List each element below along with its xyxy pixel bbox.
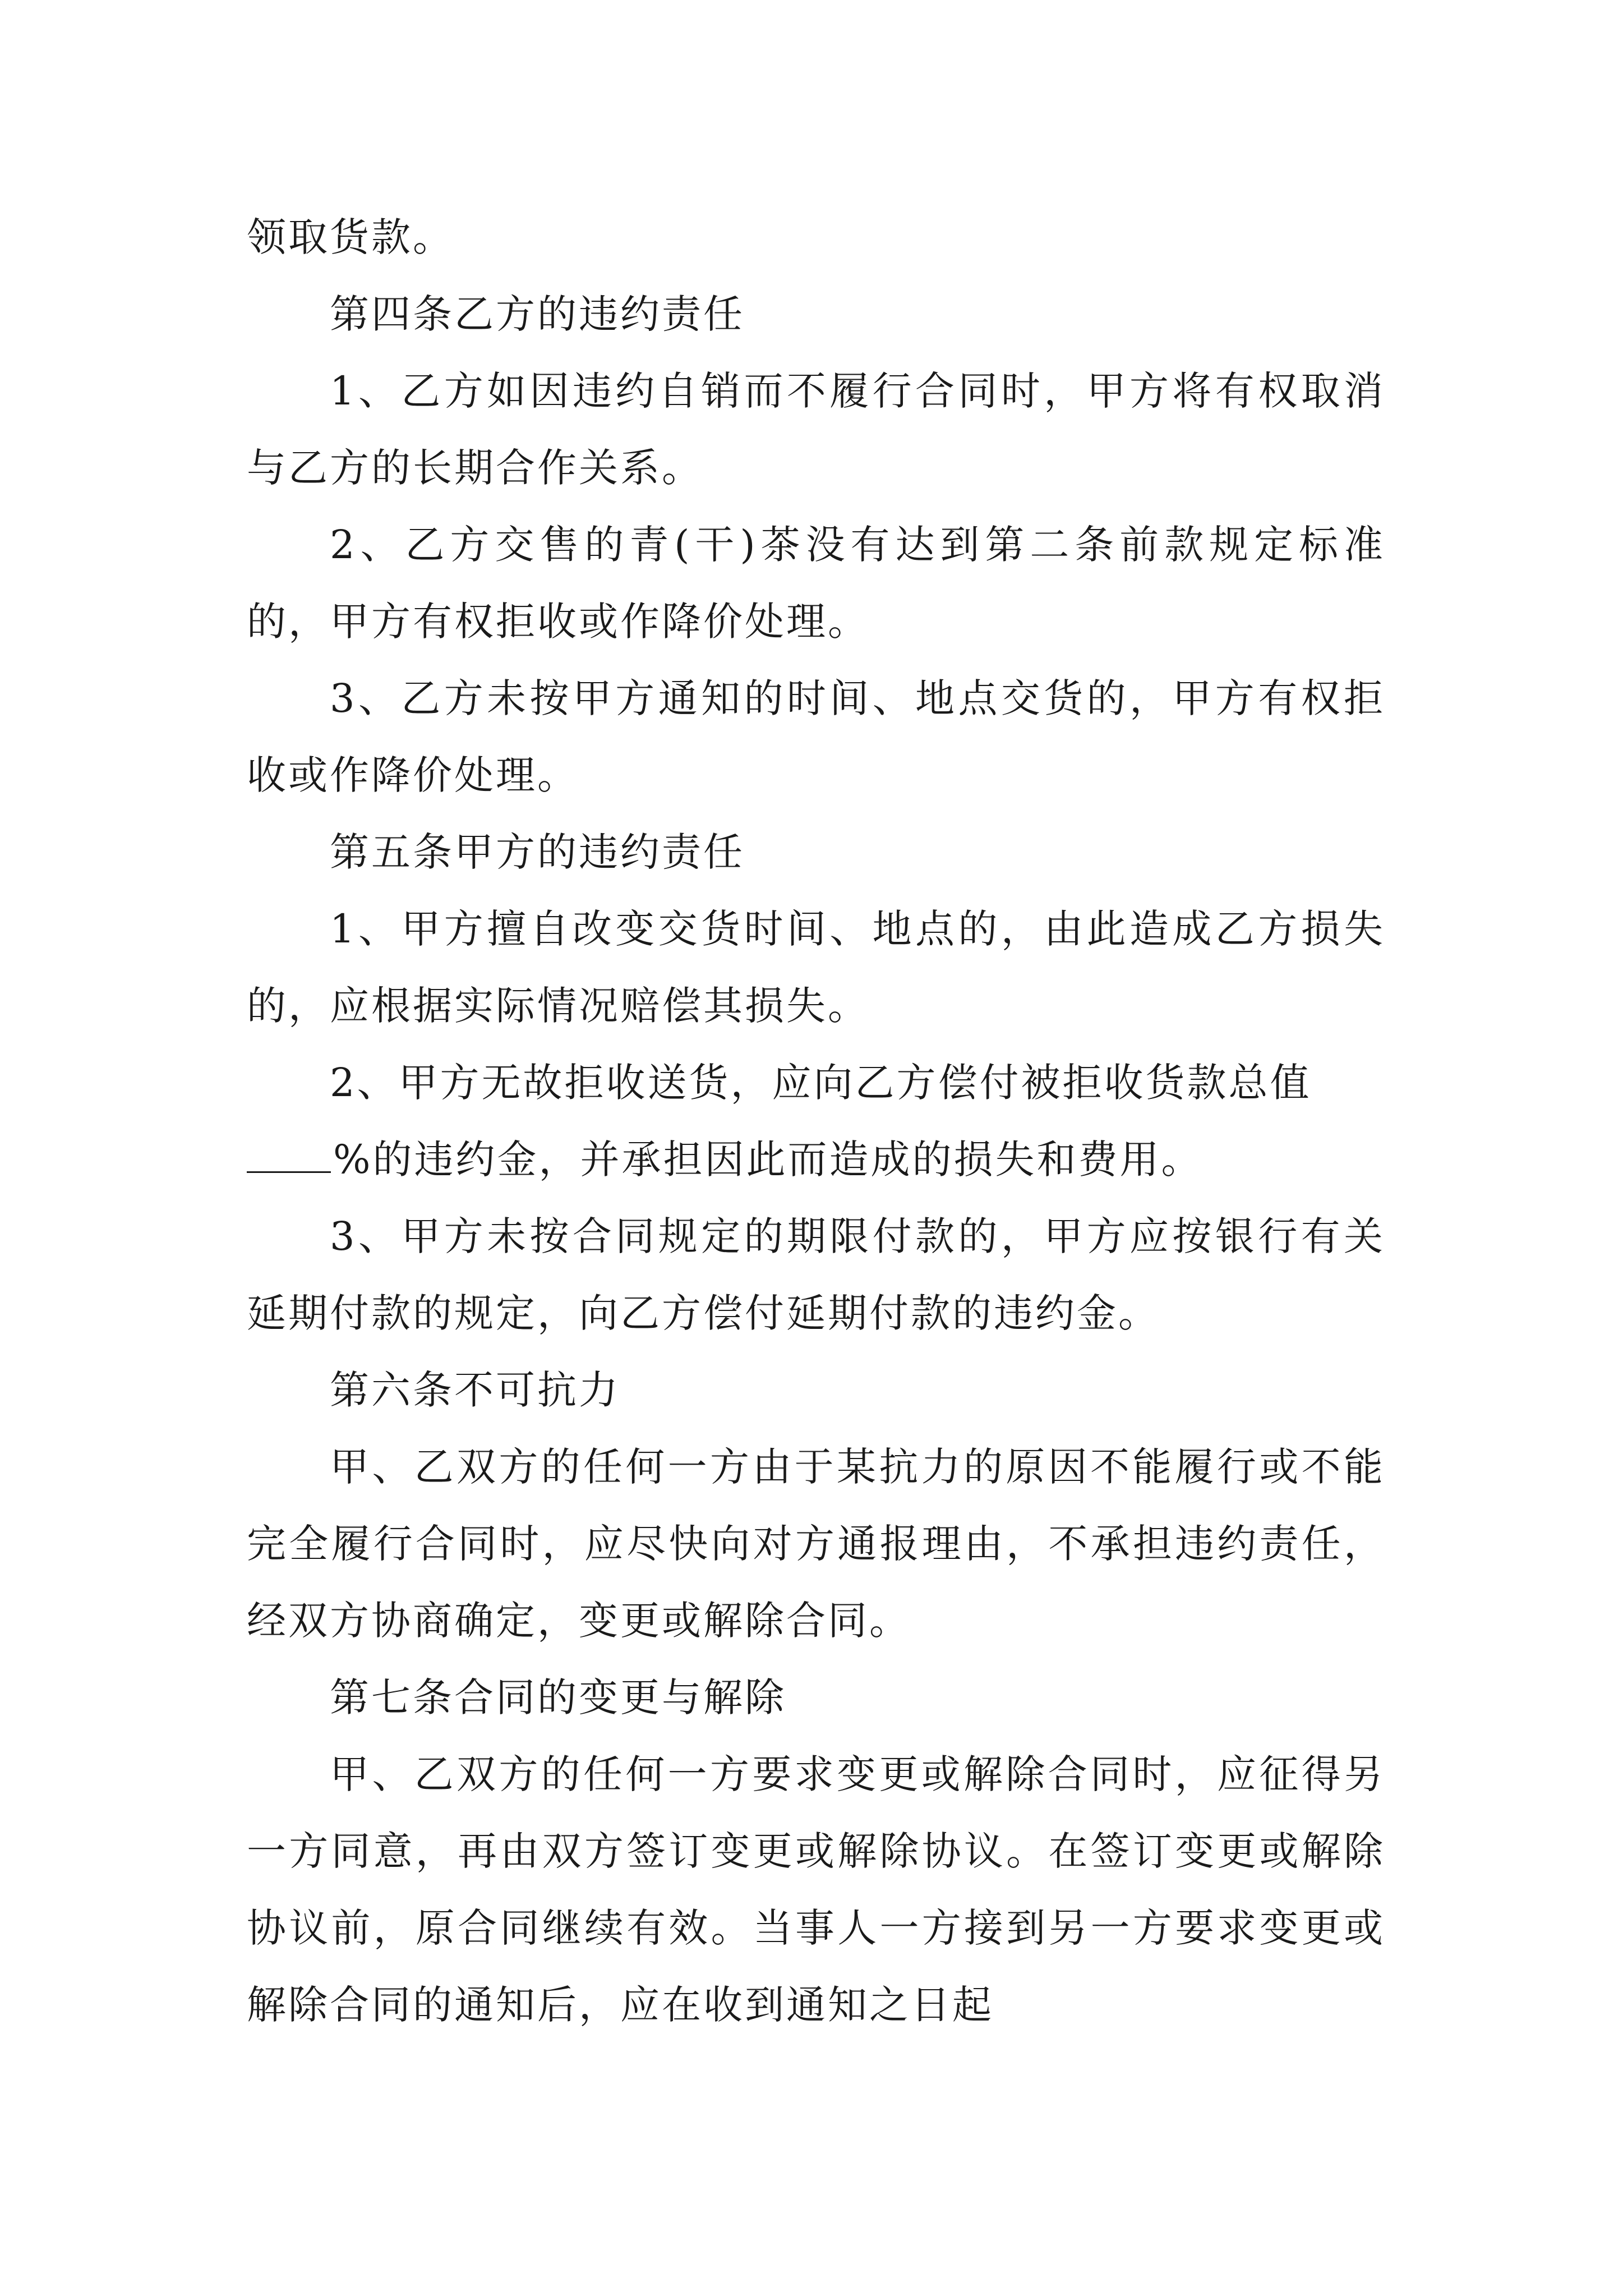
paragraph-with-blank — [247, 1121, 1385, 1198]
paragraph-text: %的违约金，并承担因此而造成的损失和费用。 — [333, 1137, 1203, 1182]
paragraph: 3、乙方未按甲方通知的时间、地点交货的，甲方有权拒收或作降价处理。 — [247, 675, 1385, 798]
article-heading: 第五条甲方的违约责任 — [330, 829, 745, 875]
paragraph: 甲、乙双方的任何一方要求变更或解除合同时，应征得另一方同意，再由双方签订变更或解除协议。在签订变更或解除协议前，原合同继续有效。当事人一方接到另一方要求变更或解除合同的通知后，应在收到通知之日起 — [247, 1751, 1385, 2028]
article-heading: 第四条乙方的违约责任 — [330, 291, 745, 337]
paragraph: 甲、乙双方的任何一方由于某抗力的原因不能履行或不能完全履行合同时，应尽快向对方通报理由，不承担违约责任，经双方协商确定，变更或解除合同。 — [247, 1444, 1385, 1644]
paragraph: 1、甲方擅自改变交货时间、地点的，由此造成乙方损失的，应根据实际情况赔偿其损失。 — [247, 906, 1385, 1029]
paragraph: 领取货款。 — [247, 214, 454, 260]
paragraph: 1、乙方如因违约自销而不履行合同时，甲方将有权取消与乙方的长期合作关系。 — [247, 368, 1385, 491]
paragraph: 2、乙方交售的青(干)茶没有达到第二条前款规定标准的，甲方有权拒收或作降价处理。 — [247, 522, 1385, 645]
paragraph: 2、甲方无故拒收送货，应向乙方偿付被拒收货款总值 — [330, 1060, 1312, 1106]
article-heading: 第七条合同的变更与解除 — [330, 1674, 786, 1720]
paragraph: 3、甲方未按合同规定的期限付款的，甲方应按银行有关延期付款的规定，向乙方偿付延期付款的违约金。 — [247, 1213, 1385, 1336]
fill-in-blank — [247, 1136, 331, 1173]
article-heading: 第六条不可抗力 — [330, 1367, 620, 1413]
document-body — [247, 199, 1385, 2044]
